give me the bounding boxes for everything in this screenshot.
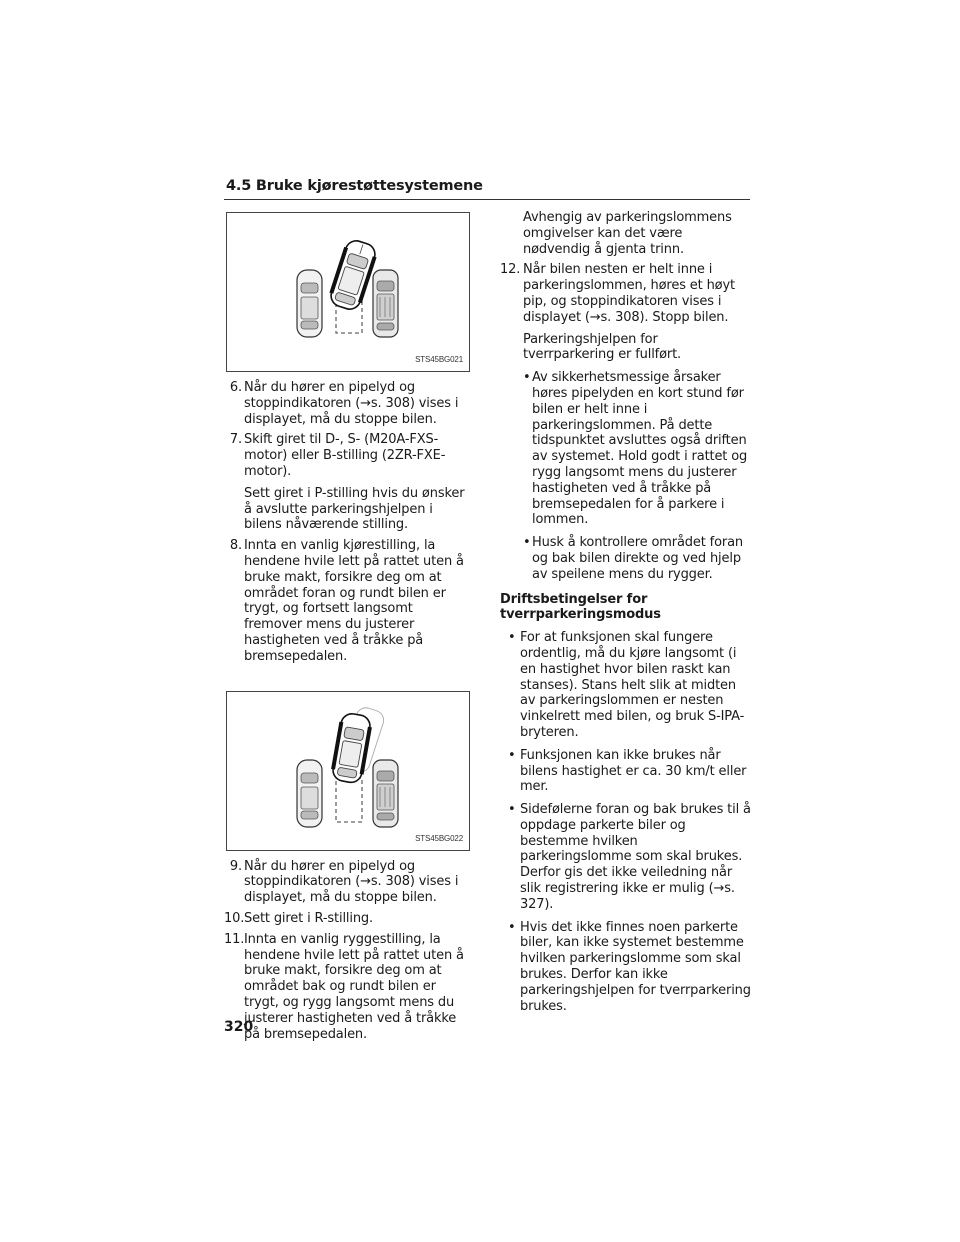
figure-code: STS45BG021 [415,355,463,365]
step-number: 8. [229,538,242,554]
subsection-heading: Driftsbetingelser for tverrparkeringsmodus [500,591,661,623]
step-text: Skift giret til D-, S- (M20A-FXS-motor) eller B-stilling (2ZR-FXE-motor). [244,432,446,479]
figure-code: STS45BG022 [415,833,463,843]
bullet-text: Av sikkerhetsmessige årsaker høres pipelyden en kort stund før bilen er helt inne i parkeringslommen. På dette tidspunktet avsluttes også driften av systemet. Hold godt i rattet og rygg langsomt mens du justerer hastigheten ved å tråkke på bremsepedalen for å parkere i lommen. [532,370,748,528]
condition-bullet [500,630,752,741]
step-number: 11. [224,931,245,947]
figure-parking-reverse [226,691,470,851]
steps-list-a [224,380,474,665]
parked-car-right [373,760,398,827]
parked-car-left [297,760,322,827]
bullet-glyph: • [508,747,516,763]
step-12 [500,262,752,363]
moving-car [328,238,378,312]
bullet-glyph: • [523,370,531,386]
note-bullet [500,535,752,582]
intro-paragraph: Avhengig av parkeringslommens omgivelser kan det være nødvendig å gjenta trinn. [523,210,732,257]
step-number: 10. [224,910,245,926]
step-text: Når du hører en pipelyd og stoppindikatoren (→s. 308) vises i displayet, må du stoppe bilen. [244,380,459,427]
bullet-glyph: • [523,535,531,551]
parked-car-left [297,270,322,337]
bullet-text: For at funksjonen skal fungere ordentlig, må du kjøre langsomt (i en hastighet hvor bilen raskt kan stanses). Stans helt slik at midten av parkeringslommen er nesten vinkelrett med bilen, og bruk S-IPA-bryteren. [520,630,745,740]
moving-car [331,712,371,784]
step-9 [224,859,474,906]
left-column [224,212,474,1042]
step-number: 6. [229,380,242,395]
bullet-glyph: • [508,630,516,646]
page-number: 320 [224,1019,254,1035]
step-number: 7. [229,432,242,448]
step-text: Når du hører en pipelyd og stoppindikatoren (→s. 308) vises i displayet, må du stoppe bilen. [244,858,459,906]
step-text: Når bilen nesten er helt inne i parkeringslommen, høres et høyt pip, og stoppindikatoren vises i displayet (→s. 308). Stopp bilen. [523,262,735,325]
bullet-text: Hvis det ikke finnes noen parkerte biler, kan ikke systemet bestemme hvilken parkeringslomme som skal brukes. Derfor kan ikke parkeringshjelpen for tverrparkering brukes. [520,919,751,1014]
condition-bullet [500,802,752,913]
step-text: Sett giret i R-stilling. [244,910,374,926]
parked-car-right [373,270,398,337]
step-8 [224,538,474,664]
section-title: 4.5 Bruke kjørestøttesystemene [226,178,483,194]
step-text: Innta en vanlig ryggestilling, la hendene hvile lett på rattet uten å bruke makt, forsikre deg om at området bak og rundt bilen er trygt, og rygg langsomt mens du justerer hastigheten ved å tråkke på bremsepedalen. [244,931,464,1042]
condition-bullet [500,748,752,795]
step-number: 9. [229,858,242,874]
step-number: 12. [500,262,521,278]
step-10 [224,911,474,927]
bullet-text: Funksjonen kan ikke brukes når bilens hastighet er ca. 30 km/t eller mer. [520,747,747,795]
step-text: Innta en vanlig kjørestilling, la hendene hvile lett på rattet uten å bruke makt, forsikre deg om at området foran og rundt bilen er trygt, og fortsett langsomt fremover mens du justerer hastigheten ved å tråkke på bremsepedalen. [244,538,464,664]
step-note: Parkeringshjelpen for tverrparkering er fullført. [523,331,682,363]
step-11 [224,932,474,1043]
bullet-glyph: • [508,919,516,935]
section-divider [224,199,750,200]
bullet-text: Sidefølerne foran og bak brukes til å oppdage parkerte biler og bestemme hvilken parkeringslomme som skal brukes. Derfor gis det ikke veiledning når slik registrering ikke er mulig (→s. 327). [520,802,751,912]
figure-parking-forward [226,212,470,372]
steps-list-b [224,859,474,1043]
step-6 [224,380,474,427]
bullet-text: Husk å kontrollere området foran og bak bilen direkte og ved hjelp av speilene mens du rygger. [532,535,744,582]
step-7 [224,432,474,533]
note-bullet [500,370,752,528]
car-diagram-reverse [227,692,471,852]
car-diagram-forward [227,213,471,373]
right-column [500,210,752,1014]
condition-bullet [500,920,752,1015]
step-note: Sett giret i P-stilling hvis du ønsker å avslutte parkeringshjelpen i bilens nåværende stilling. [244,485,465,533]
bullet-glyph: • [508,802,516,818]
